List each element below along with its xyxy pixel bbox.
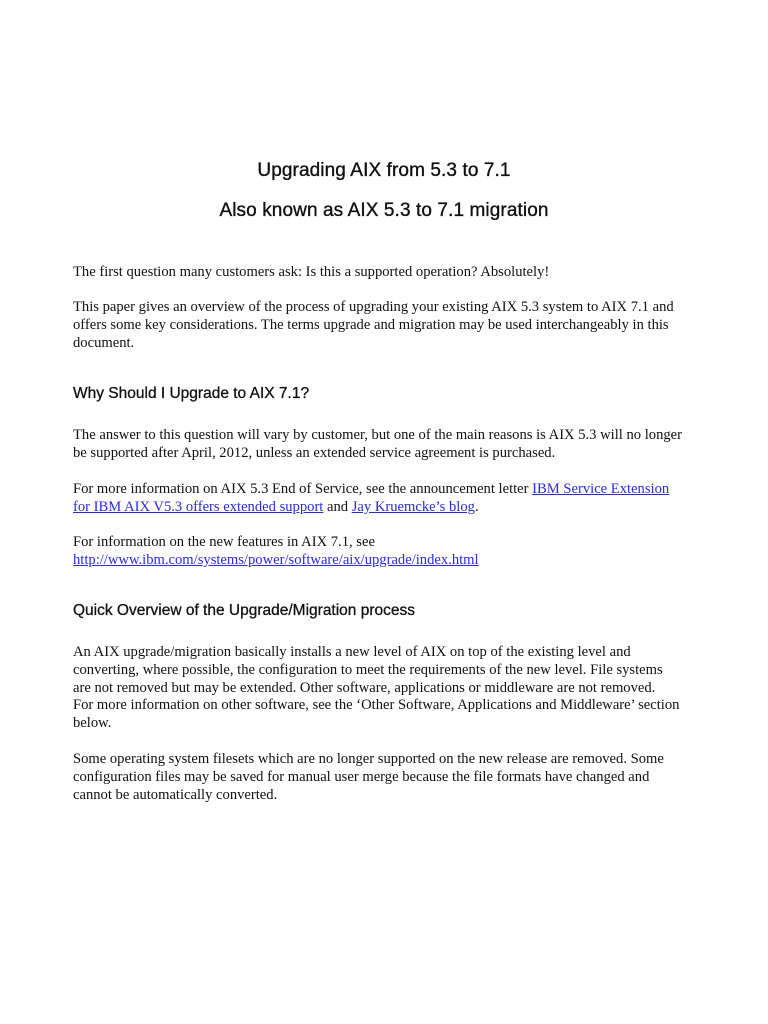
process-line-4: For more information on other software, see the ‘Other Software, Applications and Middleware’ section xyxy=(73,697,680,714)
ibm-service-extension-link[interactable]: IBM Service Extension xyxy=(532,481,670,497)
document-title: Upgrading AIX from 5.3 to 7.1 xyxy=(257,160,511,181)
jay-kruemcke-blog-link[interactable]: Jay Kruemcke’s blog xyxy=(351,498,475,515)
process-line-3: are not removed but may be extended. Other software, applications or middleware are not removed. xyxy=(73,679,656,696)
eos-mid-text: and xyxy=(323,498,352,515)
why-line-1: The answer to this question will vary by customer, but one of the main reasons is AIX 5.3 will no longer xyxy=(73,427,683,443)
filesets-paragraph xyxy=(73,751,713,804)
filesets-line-2: configuration files may be saved for manual user merge because the file formats have changed and xyxy=(73,768,650,785)
eos-line-1 xyxy=(73,481,713,499)
intro-paragraph-overview xyxy=(73,299,713,352)
end-of-service-paragraph xyxy=(73,481,713,517)
filesets-line-1: Some operating system filesets which are no longer supported on the new release are removed. Some xyxy=(73,751,664,767)
process-line-2: converting, where possible, the configuration to meet the requirements of the new level. File systems xyxy=(73,661,663,678)
why-upgrade-paragraph xyxy=(73,427,713,463)
why-line-2: be supported after April, 2012, unless an extended service agreement is purchased. xyxy=(73,444,556,461)
process-line-1: An AIX upgrade/migration basically installs a new level of AIX on top of the existing level and xyxy=(73,644,631,660)
overview-line-2: offers some key considerations. The terms upgrade and migration may be used interchangeably in this xyxy=(73,316,669,333)
overview-line-3: document. xyxy=(73,334,135,351)
section-heading-quick-overview: Quick Overview of the Upgrade/Migration process xyxy=(73,602,416,619)
new-features-paragraph xyxy=(73,534,713,570)
intro-paragraph-question xyxy=(73,264,713,282)
intro-line: The first question many customers ask: Is this a supported operation? Absolutely! xyxy=(73,264,550,280)
section-heading-why-upgrade: Why Should I Upgrade to AIX 7.1? xyxy=(73,385,310,402)
process-line-5: below. xyxy=(73,715,112,732)
eos-prefix-text: For more information on AIX 5.3 End of Service, see the announcement letter xyxy=(73,481,533,497)
features-line-2 xyxy=(73,552,713,570)
document-subtitle: Also known as AIX 5.3 to 7.1 migration xyxy=(219,200,549,221)
ibm-service-extension-link-continued[interactable]: for IBM AIX V5.3 offers extended support xyxy=(73,498,324,515)
eos-suffix-text: . xyxy=(474,498,479,515)
overview-process-paragraph xyxy=(73,644,713,733)
eos-line-2 xyxy=(73,499,713,517)
filesets-line-3: cannot be automatically converted. xyxy=(73,786,278,803)
aix-upgrade-url-link[interactable]: http://www.ibm.com/systems/power/software/aix/upgrade/index.html xyxy=(73,551,479,568)
features-line-1: For information on the new features in AIX 7.1, see xyxy=(73,534,375,550)
overview-line-1: This paper gives an overview of the process of upgrading your existing AIX 5.3 system to AIX 7.1 and xyxy=(73,299,674,315)
